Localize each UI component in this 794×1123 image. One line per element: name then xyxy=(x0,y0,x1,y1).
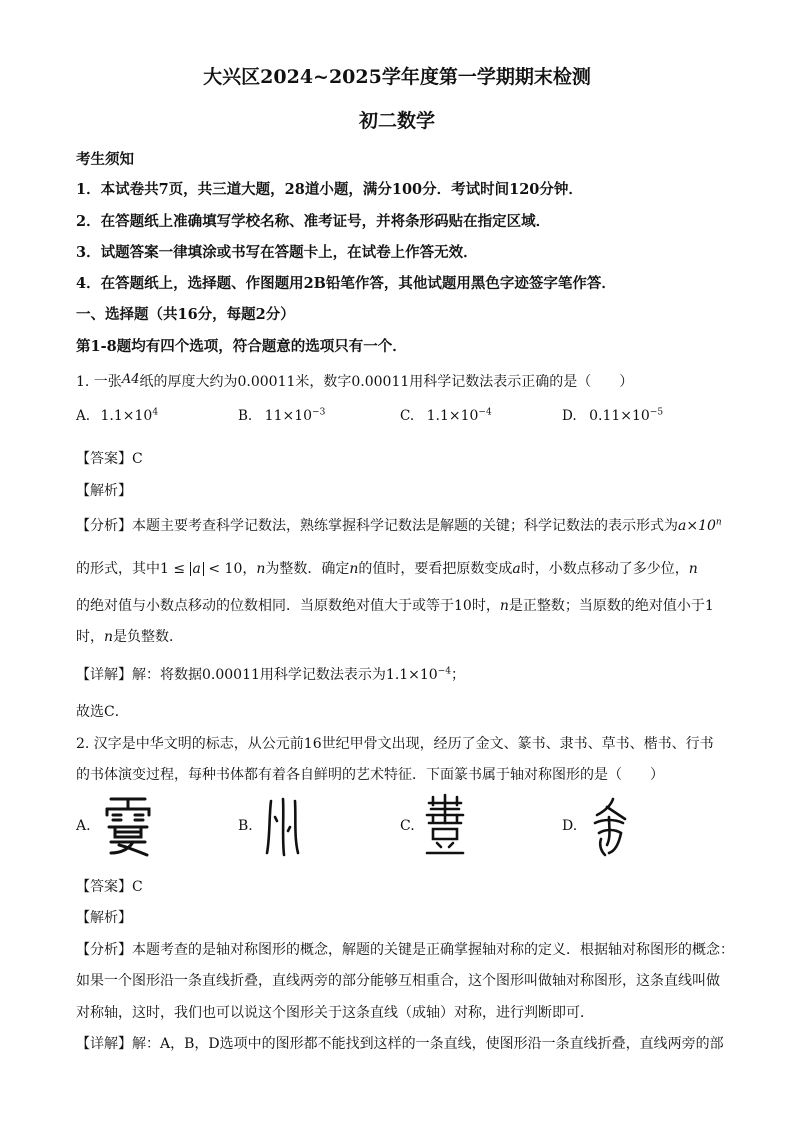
question-1-option-b xyxy=(238,408,325,424)
detail-line: 【详解】解：A，B，D选项中的图形都不能找到这样的一条直线，使图形沿一条直线折叠，直线两旁的部 xyxy=(76,1036,724,1052)
text-run: 时，小数点移动了多少位， xyxy=(520,561,689,577)
notice-item: 4．在答题纸上，选择题、作图题用2B铅笔作答，其他试题用黑色字迹签字笔作答． xyxy=(76,275,616,292)
option-letter: C. xyxy=(400,818,415,834)
seal-script-xue-icon xyxy=(103,795,153,857)
option-exponent: −4 xyxy=(478,407,492,418)
analysis-line xyxy=(76,558,698,578)
question-1-option-d xyxy=(562,408,663,424)
variable: n xyxy=(104,629,114,645)
option-letter: D. xyxy=(562,408,577,424)
option-letter: C. xyxy=(400,408,415,424)
text-run: 是负整数． xyxy=(113,629,184,645)
question-2-stem-line: 2. 汉字是中华文明的标志，从公元前16世纪甲骨文出现，经历了金文、篆书、隶书、草书、楷书、行书 xyxy=(76,736,714,752)
option-value: 0.11×10 xyxy=(589,408,650,424)
page-title: 大兴区2024~2025学年度第一学期期末检测 xyxy=(203,66,591,88)
option-exponent: −5 xyxy=(649,407,664,418)
text-run: 【分析】本题主要考查科学记数法，熟练掌握科学记数法是解题的关键；科学记数法的表示形式为 xyxy=(76,518,678,534)
analysis-label: 【解析】 xyxy=(76,483,132,499)
analysis-line: 对称轴，这时，我们也可以说这个图形关于这条直线（成轴）对称，进行判断即可． xyxy=(76,1005,594,1021)
answer-label: 【答案】C xyxy=(76,451,143,467)
notice-item: 3．试题答案一律填涂或书写在答题卡上，在试卷上作答无效． xyxy=(76,244,478,261)
text-run: 的形式，其中 xyxy=(76,561,160,577)
answer-label: 【答案】C xyxy=(76,879,143,895)
notice-item: 1．本试卷共7页，共三道大题，28道小题，满分100分．考试时间120分钟． xyxy=(76,181,583,198)
section-heading: 一、选择题（共16分，每题2分） xyxy=(76,306,295,323)
variable: n xyxy=(349,561,359,577)
analysis-line xyxy=(76,626,183,646)
question-1-option-c xyxy=(400,408,492,424)
formula: < 10， xyxy=(203,561,257,577)
option-letter: B. xyxy=(238,408,253,424)
formula-exponent: n xyxy=(715,517,722,528)
seal-script-shou-icon xyxy=(589,797,629,857)
option-value: 1.1×10 xyxy=(426,408,479,424)
option-exponent: 4 xyxy=(152,407,159,418)
text-run: ； xyxy=(451,667,465,683)
conclusion: 故选C． xyxy=(76,704,129,720)
variable: a xyxy=(512,561,521,577)
option-value: 1.1×10 xyxy=(100,408,153,424)
variable: n xyxy=(256,561,266,577)
option-letter: B. xyxy=(238,818,253,834)
seal-script-feng-icon xyxy=(423,793,467,857)
text-run: 是正整数；当原数的绝对值小于1 xyxy=(508,598,714,614)
option-value: 11×10 xyxy=(264,408,313,424)
variable: n xyxy=(688,561,698,577)
analysis-line xyxy=(76,595,714,615)
text-run: 时， xyxy=(76,629,104,645)
variable: n xyxy=(499,598,509,614)
analysis-line: 如果一个图形沿一条直线折叠，直线两旁的部分能够互相重合，这个图形叫做轴对称图形，这条直线叫做 xyxy=(76,973,720,989)
text-run: 【详解】解：将数据0.00011用科学记数法表示为 xyxy=(76,667,386,683)
text-run: 的绝对值与小数点移动的位数相同．当原数绝对值大于或等于10时， xyxy=(76,598,500,614)
question-1-option-a xyxy=(76,408,158,424)
formula: 1.1×10 xyxy=(385,667,438,683)
formula: 1 ≤ xyxy=(160,561,190,577)
question-1-stem xyxy=(76,371,633,391)
text-run: 的值时，要看把原数变成 xyxy=(358,561,513,577)
notice-item: 2．在答题纸上准确填写学校名称、准考证号，并将条形码贴在指定区域． xyxy=(76,213,551,230)
question-1-stem-part: 纸的厚度大约为0.00011米，数字0.00011用科学记数法表示正确的是（ ） xyxy=(139,374,634,390)
option-letter: A. xyxy=(76,818,91,834)
seal-script-zhou-icon xyxy=(263,797,303,857)
option-exponent: −3 xyxy=(312,407,326,418)
section-instruction: 第1-8题均有四个选项，符合题意的选项只有一个． xyxy=(76,338,407,355)
formula: a×10 xyxy=(678,518,716,534)
option-letter: D. xyxy=(562,818,578,834)
question-2-stem-line: 的书体演变过程，每种书体都有着各自鲜明的艺术特征．下面篆书属于轴对称图形的是（ ） xyxy=(76,767,664,783)
formula-exponent: −4 xyxy=(437,666,451,677)
notice-heading: 考生须知 xyxy=(76,151,134,168)
option-letter: A. xyxy=(76,408,91,424)
analysis-line xyxy=(76,515,722,535)
detail-line xyxy=(76,664,465,684)
question-1-stem-part: 1. 一张 xyxy=(76,374,122,390)
paper-size-label: A4 xyxy=(121,372,140,387)
analysis-line: 【分析】本题考查的是轴对称图形的概念，解题的关键是正确掌握轴对称的定义．根据轴对称图形的概念： xyxy=(76,942,734,958)
analysis-label: 【解析】 xyxy=(76,910,132,926)
text-run: 为整数．确定 xyxy=(265,561,350,577)
absolute-value: a xyxy=(190,562,204,576)
page-subtitle: 初二数学 xyxy=(358,110,435,132)
